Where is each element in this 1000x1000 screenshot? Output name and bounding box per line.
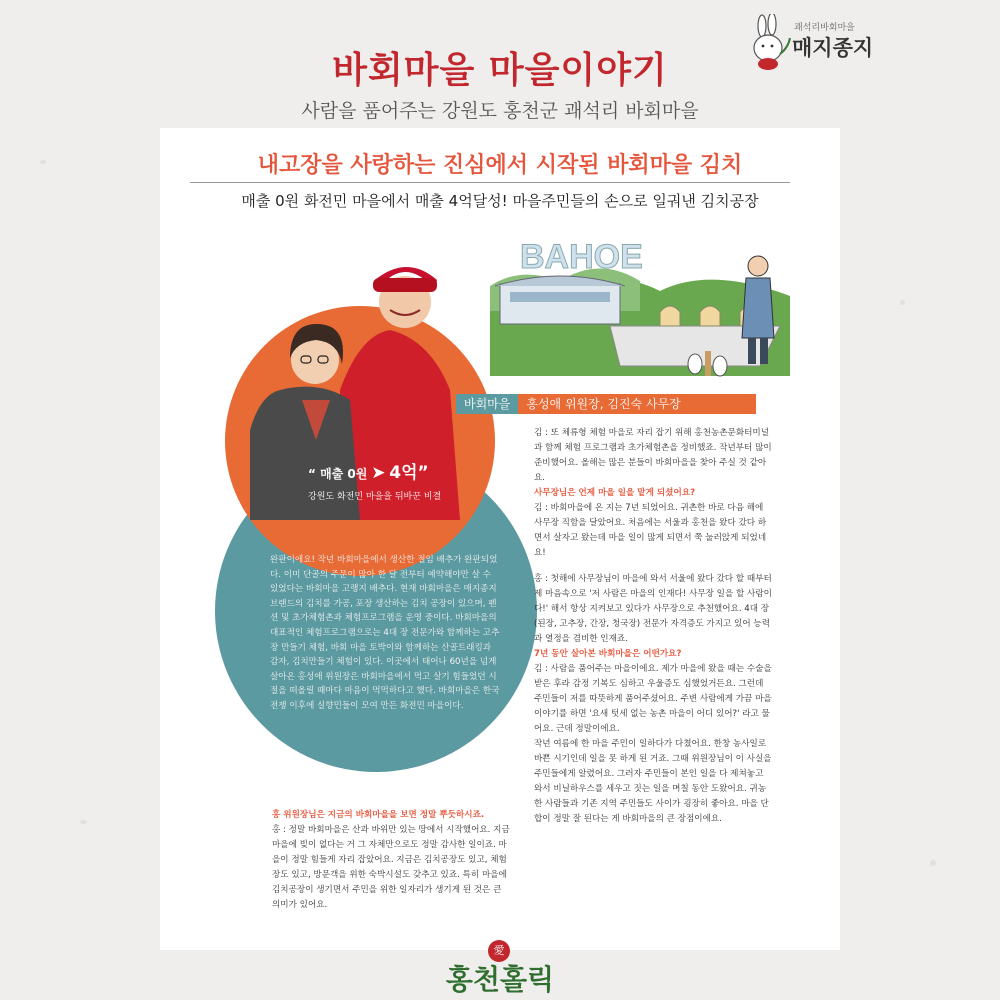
interview-answer: 홍 : 정말 바회마을은 산과 바위만 있는 땅에서 시작했어요. 지금 마을에 빚이 없다는 거 그 자체만으로도 정말 감사한 일이죠. 마을이 정말 힘들게 자리 잡았어요. 지금은 김치공장도 있고, 체험장도 있고, 방문객을 위한 숙박시설도 갖추고 있죠. 특히 마을에 김치공장이 생기면서 주민을 위한 일자리가 생기게 된 것은 큰 의미가 있어요. xyxy=(272,825,510,910)
article-headline: 내고장을 사랑하는 진심에서 시작된 바회마을 김치 xyxy=(257,153,743,178)
article-subheadline: 매출 0원 화전민 마을에서 매출 4억달성! 마을주민들의 손으로 일궈낸 김치공장 xyxy=(241,192,759,210)
quote-caption: 강원도 화전민 마을을 뒤바꾼 비결 xyxy=(308,492,442,502)
interview-left-column xyxy=(272,808,512,913)
paper-texture xyxy=(900,300,905,305)
paper-texture xyxy=(40,160,46,164)
brand-logo xyxy=(748,14,878,74)
interview-answer: 김 : 바회마을에 온 지는 7년 되었어요. 귀촌한 바로 다음 해에 사무장 직함을 달았어요. 처음에는 서울과 홍천을 왔다 갔다 하면서 살자고 왔는데 마을 일이 많게 되면서 쭉 눌러앉게 되었네요! xyxy=(534,503,767,558)
brand-name: 매지종지 xyxy=(792,35,874,60)
name-tag-names: 홍성애 위원장, 김진숙 사무장 xyxy=(526,397,681,411)
hongcheon-holic-logo xyxy=(430,946,570,996)
rabbit-mascot-icon xyxy=(748,14,792,72)
paper-texture xyxy=(930,860,936,866)
love-heart-icon: 愛 xyxy=(488,940,510,962)
quote-prefix: “ 매출 0원 xyxy=(308,467,368,481)
interview-right-column xyxy=(534,426,774,827)
revenue-quote xyxy=(308,458,441,502)
interview-question: 7년 동안 살아본 바회마을은 어떤가요? xyxy=(534,649,682,659)
article-card xyxy=(160,128,840,950)
illustration-word: BAHOE xyxy=(520,238,643,276)
intro-paragraph: 완판이에요! 작년 바회마을에서 생산한 절임 배추가 완판되었다. 이미 단골의 주문이 많아 한 달 전부터 예약해야만 살 수 있었다는 바회마을 고랭지 배추다. 현재 바회마을은 매지종지 브랜드의 김치를 가공, 포장 생산하는 김치 공장이 있으며, 펜션 및 초가체험촌과 체험프로그램을 운영 중이다. 바회마을의 대표적인 체험프로그램으로는 4대 장 전문가와 함께하는 고추장 만들기 체험, 바회 마을 토박이와 함께하는 산골트래킹과 감자, 김치만들기 체험이 있다. 이곳에서 태어나 60년을 넘게 살아온 홍성애 위원장은 바회마을에서 먹고 살기 힘들었던 시절을 떠올릴 때마다 마음이 먹먹하다고 했다. 바회마을은 한국 전쟁 이후에 실향민들이 모여 만든 화전민 마을이다. xyxy=(270,555,500,711)
interview-answer: 작년 여름에 한 마을 주민이 일하다가 다쳤어요. 한창 농사일로 바쁜 시기인데 일을 못 하게 된 거죠. 그때 위원장님이 이 사실을 주민들에게 알렸어요. 그러자 주민들이 본인 일을 다 제쳐놓고 와서 비닐하우스를 세우고 짓는 일을 며칠 동안 도왔어요. 귀농한 사람들과 기존 지역 주민들도 사이가 굉장히 좋아요. 마을 단합이 정말 잘 된다는 게 바회마을의 큰 장점이에요. xyxy=(534,739,772,824)
arrow-right-icon: ➤ xyxy=(371,463,386,483)
interview-answer: 김 : 또 체류형 체험 마을로 자리 잡기 위해 홍천농촌문화터미널과 함께 체험 프로그램과 초가체험촌을 정비했죠. 작년부터 많이 준비했어요. 올해는 많은 분들이 바회마을을 찾아 주실 것 같아요. xyxy=(534,428,772,483)
page-title: 바회마을 마을이야기 xyxy=(332,50,668,91)
headline-divider xyxy=(190,182,790,183)
footer-logo-text: 홍천홀릭 xyxy=(445,963,555,996)
quote-value: 4억” xyxy=(389,463,429,483)
interview-question: 사무장님은 언제 마을 일을 맡게 되셨어요? xyxy=(534,488,696,498)
village-illustration xyxy=(490,226,790,386)
interview-question: 홍 위원장님은 지금의 바회마을을 보면 정말 뿌듯하시죠. xyxy=(272,810,485,820)
page-subtitle: 사람을 품어주는 강원도 홍천군 괘석리 바회마을 xyxy=(301,100,699,122)
brand-small-text: 괘석리바회마을 xyxy=(794,23,855,33)
interview-answer: 김 : 사람을 품어주는 마을이에요. 제가 마을에 왔을 때는 수술을 받은 후라 감정 기복도 심하고 우울증도 심했었거든요. 그런데 주민들이 저를 따뜻하게 품어주셨어요. 주변 사람에게 가끔 마을 이야기를 하면 '요새 텃세 없는 농촌 마을이 어디 있어?' 라고 물어요. 근데 정말이에요. xyxy=(534,664,772,734)
name-tag-village: 바회마을 xyxy=(456,394,518,414)
interviewee-name-tag xyxy=(456,394,756,414)
paper-texture xyxy=(80,820,87,824)
interview-answer: 홍 : 첫해에 사무장님이 마을에 와서 서울에 왔다 갔다 할 때부터 제 마음속으로 '저 사람은 마을의 인재다! 사무장 일을 할 사람이다!' 해서 항상 지켜보고 있다가 사무장으로 추천했어요. 4대 장(된장, 고추장, 간장, 청국장) 전문가 자격증도 가지고 있어 능력과 열정을 겸비한 인재죠. xyxy=(534,574,772,644)
